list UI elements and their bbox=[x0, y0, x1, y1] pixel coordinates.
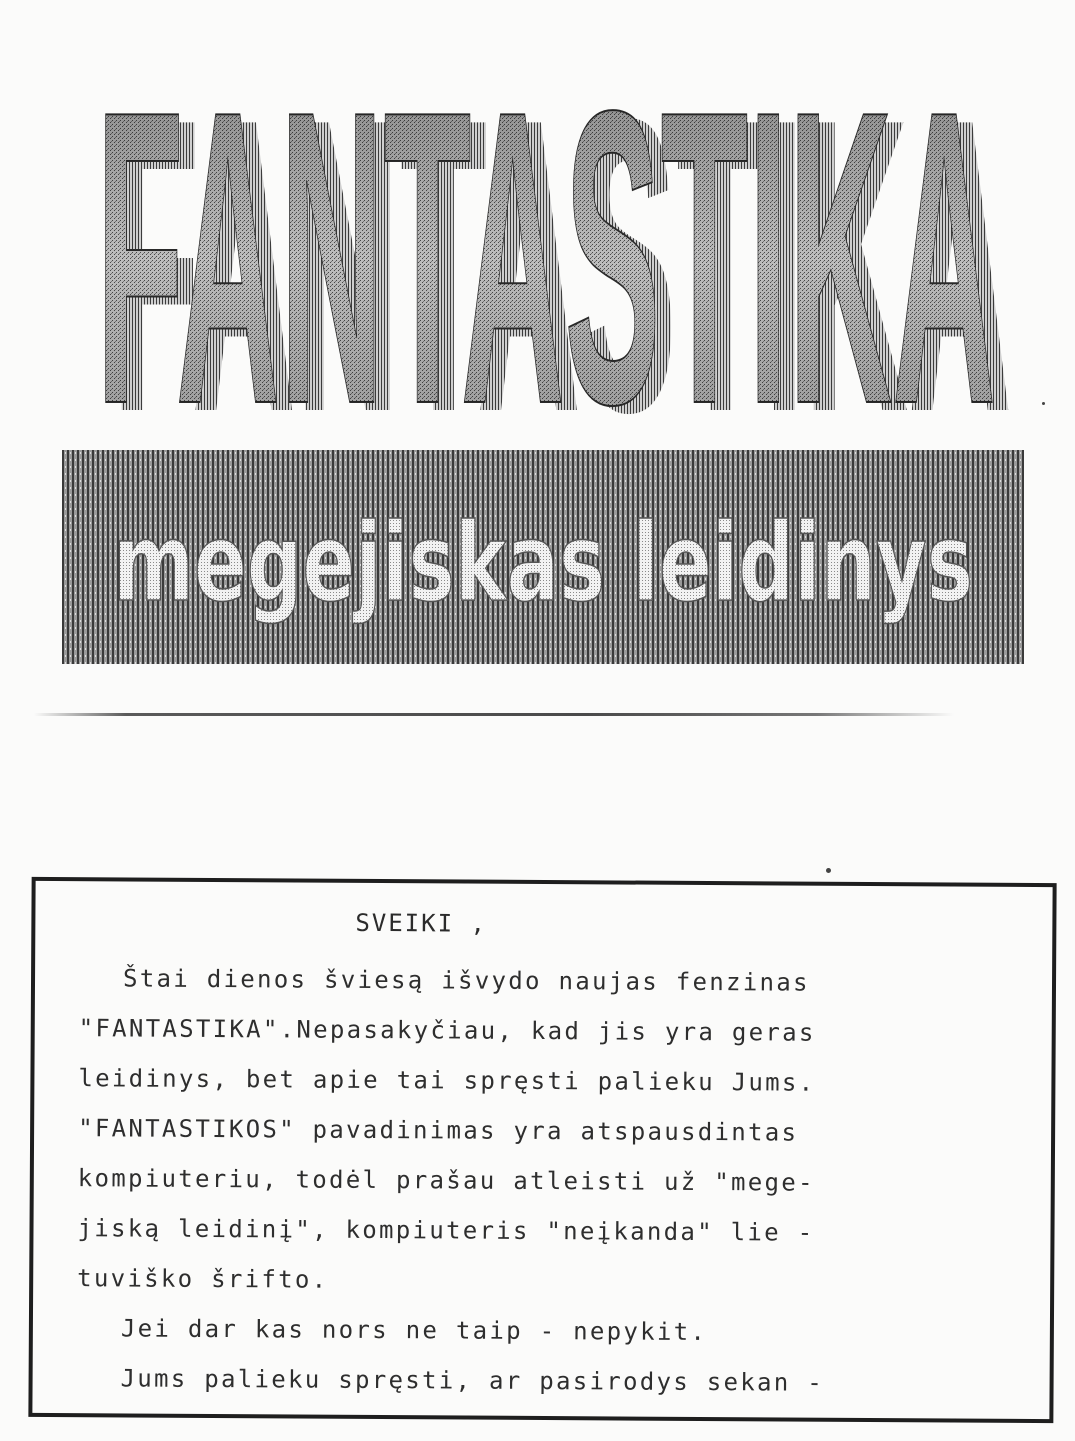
subtitle-text: megejiskas leidinys bbox=[113, 501, 973, 626]
ink-speck bbox=[826, 868, 831, 873]
svg-text:FANTASTIKA: FANTASTIKA bbox=[96, 24, 996, 422]
text-line: "FANTASTIKOS" pavadinimas yra atspausdintas bbox=[78, 1114, 799, 1147]
text-line: kompiuteriu, todėl prašau atleisti už "mege- bbox=[77, 1164, 815, 1197]
masthead-logo bbox=[62, 22, 1030, 422]
divider-line bbox=[34, 713, 954, 716]
masthead-title: FANTASTIKA bbox=[96, 24, 996, 422]
text-line: Jums palieku spręsti, ar pasirodys sekan - bbox=[120, 1364, 825, 1397]
subtitle-banner bbox=[62, 450, 1024, 664]
text-line: leidinys, bet apie tai spręsti palieku Jums. bbox=[78, 1064, 816, 1097]
greeting: SVEIKI , bbox=[355, 908, 488, 938]
letter-box bbox=[28, 877, 1056, 1423]
text-line: tuviško šrifto. bbox=[77, 1264, 329, 1294]
text-line: Štai dienos šviesą išvydo naujas fenzinas bbox=[122, 964, 810, 997]
text-line: Jei dar kas nors ne taip - nepykit. bbox=[120, 1314, 708, 1347]
svg-text:FANTASTIKA: FANTASTIKA bbox=[112, 32, 1012, 422]
text-line: jiską leidinį", kompiuteris "neįkanda" lie - bbox=[77, 1214, 815, 1247]
letter-body bbox=[76, 953, 1039, 1409]
ink-speck bbox=[1042, 402, 1045, 405]
text-line: "FANTASTIKA".Nepasakyčiau, kad jis yra geras bbox=[78, 1014, 816, 1047]
